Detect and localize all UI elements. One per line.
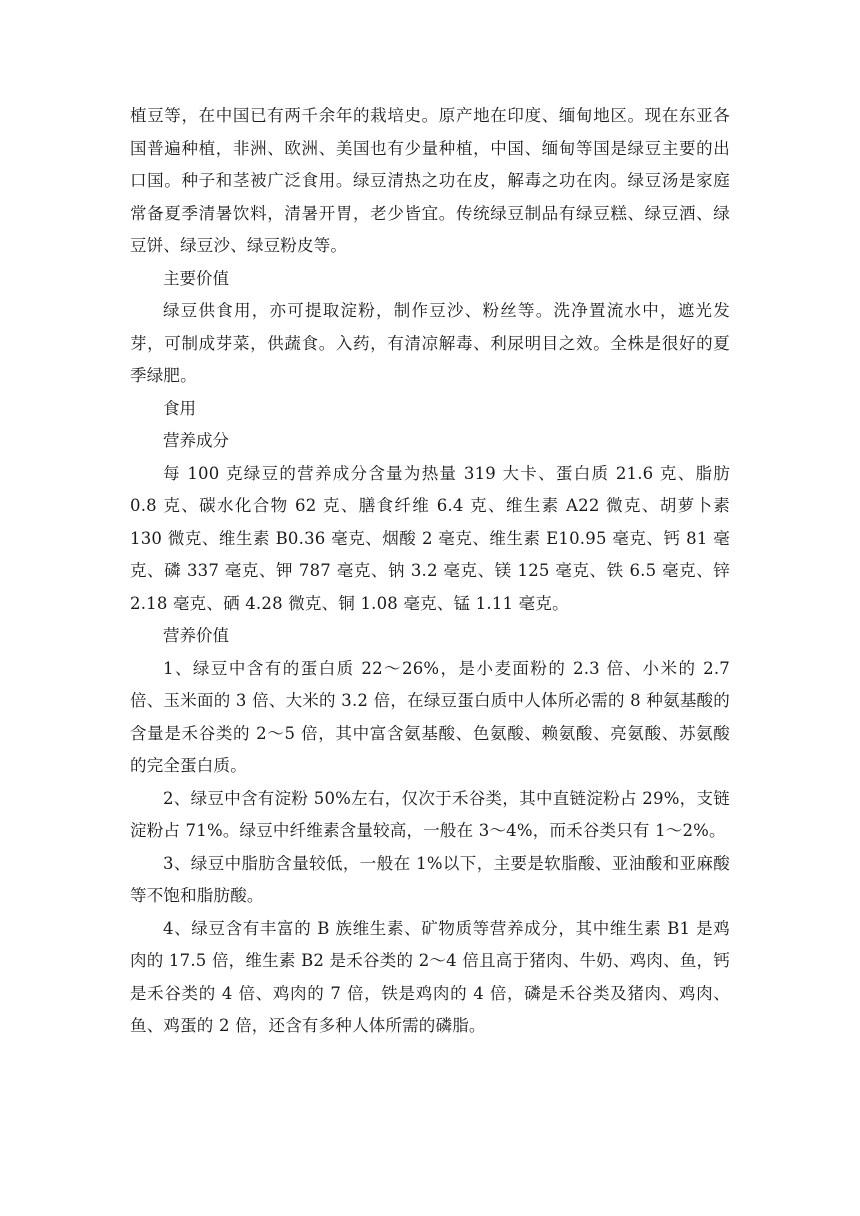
heading-nutrients: 营养成分 — [163, 431, 229, 450]
nutrition-point-4: 4、绿豆含有丰富的 B 族维生素、矿物质等营养成分，其中维生素 B1 是鸡肉的 17.5 倍，维生素 B2 是禾谷类的 2～4 倍且高于猪肉、牛奶、鸡肉、鱼，钙是禾谷类的 4 倍、鸡肉的 7 倍，铁是鸡肉的 4 倍，磷是禾谷类及猪肉、鸡肉、鱼、鸡蛋的 2 倍，还含有多种人体所需的磷脂。 — [130, 918, 730, 1035]
intro-paragraph: 植豆等，在中国已有两千余年的栽培史。原产地在印度、缅甸地区。现在东亚各国普遍种植，非洲、欧洲、美国也有少量种植，中国、缅甸等国是绿豆主要的出口国。种子和茎被广泛食用。绿豆清热之功在皮，解毒之功在肉。绿豆汤是家庭常备夏季清暑饮料，清暑开胃，老少皆宜。传统绿豆制品有绿豆糕、绿豆酒、绿豆饼、绿豆沙、绿豆粉皮等。 — [130, 106, 730, 255]
heading-nutrition-value: 营养价值 — [163, 626, 229, 645]
heading-edible: 食用 — [163, 398, 196, 418]
main-value-paragraph: 绿豆供食用，亦可提取淀粉，制作豆沙、粉丝等。洗净置流水中，遮光发芽，可制成芽菜，供蔬食。入药，有清凉解毒、利尿明目之效。全株是很好的夏季绿肥。 — [130, 301, 730, 385]
document-page — [130, 100, 730, 1043]
nutrients-paragraph: 每 100 克绿豆的营养成分含量为热量 319 大卡、蛋白质 21.6 克、脂肪 0.8 克、碳水化合物 62 克、膳食纤维 6.4 克、维生素 A22 微克、胡萝卜素 130 微克、维生素 B0.36 毫克、烟酸 2 毫克、维生素 E10.95 毫克、钙 81 毫克、磷 337 毫克、钾 787 毫克、钠 3.2 毫克、镁 125 毫克、铁 6.5 毫克、锌 2.18 毫克、硒 4.28 微克、铜 1.08 毫克、锰 1.11 毫克。 — [130, 463, 730, 613]
nutrition-point-1: 1、绿豆中含有的蛋白质 22～26%，是小麦面粉的 2.3 倍、小米的 2.7 倍、玉米面的 3 倍、大米的 3.2 倍，在绿豆蛋白质中人体所必需的 8 种氨基酸的含量是禾谷类的 2～5 倍，其中富含氨基酸、色氨酸、赖氨酸、亮氨酸、苏氨酸的完全蛋白质。 — [130, 658, 730, 775]
nutrition-point-2: 2、绿豆中含有淀粉 50%左右，仅次于禾谷类，其中直链淀粉占 29%，支链淀粉占 71%。绿豆中纤维素含量较高，一般在 3～4%，而禾谷类只有 1～2%。 — [130, 788, 730, 840]
nutrition-point-3: 3、绿豆中脂肪含量较低，一般在 1%以下，主要是软脂酸、亚油酸和亚麻酸等不饱和脂肪酸。 — [130, 853, 730, 905]
heading-main-value: 主要价值 — [163, 268, 229, 288]
